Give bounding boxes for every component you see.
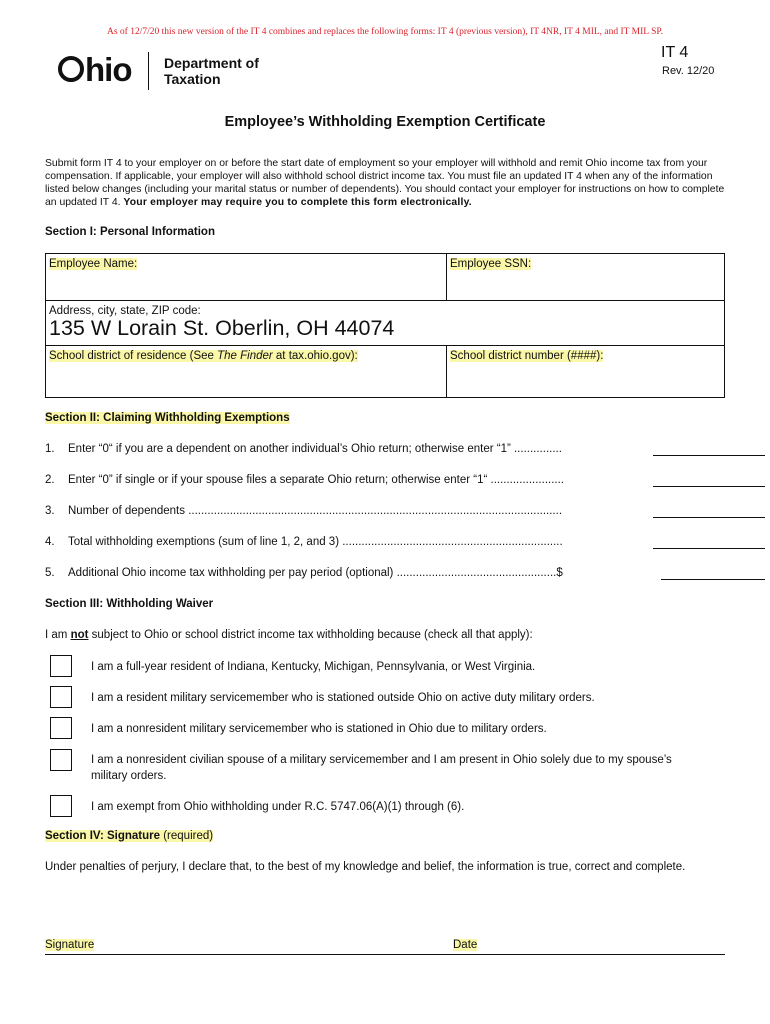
form-revision: Rev. 12/20 bbox=[662, 65, 715, 77]
waiver-checkbox-2[interactable] bbox=[50, 686, 72, 708]
ohio-logo-o-icon bbox=[58, 56, 84, 82]
section-1-heading: Section I: Personal Information bbox=[45, 226, 215, 238]
exemption-line-2: 2. Enter “0” if single or if your spouse files a separate Ohio return; otherwise enter “1“ ....................... bbox=[45, 474, 725, 486]
address-label: Address, city, state, ZIP code: bbox=[49, 305, 201, 317]
electronic-note: Your employer may require you to complete this form electronically. bbox=[123, 197, 472, 208]
section-3-heading: Section III: Withholding Waiver bbox=[45, 598, 214, 610]
exemption-line-3: 3. Number of dependents ..................................................................................................................... bbox=[45, 505, 725, 517]
employee-ssn-label: Employee SSN: bbox=[450, 258, 532, 270]
signature-line bbox=[45, 954, 725, 955]
page-title: Employee’s Withholding Exemption Certificate bbox=[224, 114, 546, 130]
revision-notice: As of 12/7/20 this new version of the IT 4 combines and replaces the following forms: IT 4 (previous version), IT 4NR, IT 4 MIL, and IT MIL SP. bbox=[106, 27, 664, 37]
ohio-logo-text: hio bbox=[85, 51, 132, 88]
waiver-checkbox-3[interactable] bbox=[50, 717, 72, 739]
line-5-entry[interactable] bbox=[661, 579, 765, 580]
school-district-number-field[interactable] bbox=[446, 345, 725, 398]
instructions-paragraph: Submit form IT 4 to your employer on or before the start date of employment so your employer will withhold and remit Ohio income tax from your compensation. If applicable, your employer will also withhold school district income tax. You must file an updated IT 4 when any of the information listed below changes (including your marital status or number of dependents). You should contact your employer for instructions on how to complete an updated IT 4. Your employer may require you to complete this form electronically. bbox=[45, 158, 725, 208]
employee-ssn-field[interactable] bbox=[446, 253, 725, 301]
waiver-checkbox-4[interactable] bbox=[50, 749, 72, 771]
waiver-option-2: I am a resident military servicemember who is stationed outside Ohio on active duty military orders. bbox=[91, 692, 595, 704]
signature-field[interactable] bbox=[110, 922, 440, 952]
school-district-field[interactable] bbox=[45, 345, 447, 398]
section-2-heading: Section II: Claiming Withholding Exemptions bbox=[45, 412, 290, 424]
address-field[interactable] bbox=[45, 300, 725, 346]
exemption-line-1: 1. Enter “0“ if you are a dependent on another individual’s Ohio return; otherwise enter “1” ............... bbox=[45, 443, 725, 455]
line-4-entry[interactable] bbox=[653, 548, 765, 549]
waiver-lead: I am not subject to Ohio or school district income tax withholding because (check all that apply): bbox=[45, 629, 533, 641]
waiver-option-1: I am a full-year resident of Indiana, Kentucky, Michigan, Pennsylvania, or West Virginia. bbox=[91, 661, 536, 673]
school-district-number-label: School district number (####): bbox=[450, 350, 604, 362]
exemption-line-4: 4. Total withholding exemptions (sum of line 1, 2, and 3) ..................................................................... bbox=[45, 536, 725, 548]
waiver-option-3: I am a nonresident military servicemember who is stationed in Ohio due to military orders. bbox=[91, 723, 547, 735]
address-value: 135 W Lorain St. Oberlin, OH 44074 bbox=[49, 316, 395, 340]
exemption-line-5: 5. Additional Ohio income tax withholding per pay period (optional) ..................................................$ bbox=[45, 567, 725, 579]
line-2-entry[interactable] bbox=[653, 486, 765, 487]
signature-label: Signature bbox=[45, 939, 95, 951]
waiver-option-4: I am a nonresident civilian spouse of a military servicemember and I am present in Ohio solely due to my spouse’s military orders. bbox=[91, 754, 672, 782]
ohio-logo bbox=[58, 50, 131, 90]
form-id: IT 4 bbox=[661, 44, 689, 61]
department-name: Department of Taxation bbox=[164, 55, 259, 87]
logo-divider bbox=[148, 52, 149, 90]
date-field[interactable] bbox=[490, 922, 720, 952]
waiver-checkbox-1[interactable] bbox=[50, 655, 72, 677]
waiver-checkbox-5[interactable] bbox=[50, 795, 72, 817]
waiver-option-5: I am exempt from Ohio withholding under R.C. 5747.06(A)(1) through (6). bbox=[91, 801, 465, 813]
date-label: Date bbox=[453, 939, 478, 951]
line-1-entry[interactable] bbox=[653, 455, 765, 456]
school-district-label: School district of residence (See The Finder at tax.ohio.gov): bbox=[49, 350, 358, 362]
line-3-entry[interactable] bbox=[653, 517, 765, 518]
employee-name-label: Employee Name: bbox=[49, 258, 138, 270]
perjury-declaration: Under penalties of perjury, I declare that, to the best of my knowledge and belief, the information is true, correct and complete. bbox=[45, 861, 686, 873]
employee-name-field[interactable] bbox=[45, 253, 447, 301]
section-4-heading: Section IV: Signature (required) bbox=[45, 830, 214, 842]
